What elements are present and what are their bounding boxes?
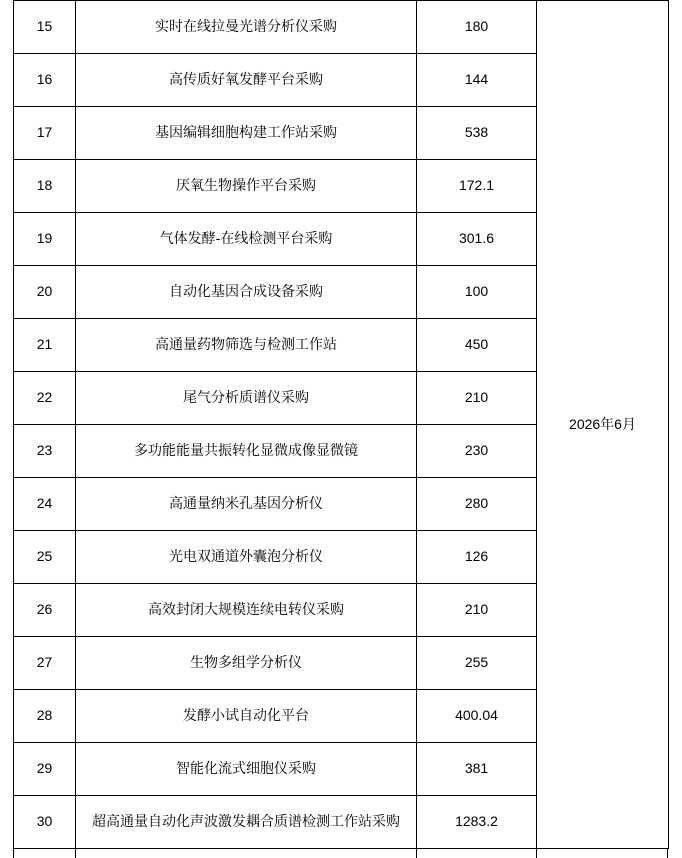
row-index: 23 [14,425,76,478]
row-project-name: 光电双通道外囊泡分析仪 [76,531,417,584]
row-project-name: 气体发酵-在线检测平台采购 [76,213,417,266]
row-amount: 280 [417,478,537,531]
row-amount: 144 [417,54,537,107]
table-row-partial [13,849,668,858]
row-amount: 172.1 [417,160,537,213]
row-amount: 180 [417,1,537,54]
row-index: 27 [14,637,76,690]
row-amount: 100 [417,266,537,319]
row-amount: 230 [417,425,537,478]
row-index: 15 [14,1,76,54]
partial-cell-name [76,849,417,858]
row-index: 24 [14,478,76,531]
row-date-merged [537,1,669,849]
row-amount: 1283.2 [417,796,537,849]
row-amount: 381 [417,743,537,796]
row-project-name: 基因编辑细胞构建工作站采购 [76,107,417,160]
row-project-name: 发酵小试自动化平台 [76,690,417,743]
row-index: 19 [14,213,76,266]
date-text: 2026年6月 [569,415,636,432]
procurement-table [13,0,669,849]
row-index: 30 [14,796,76,849]
row-index: 29 [14,743,76,796]
row-amount: 301.6 [417,213,537,266]
partial-cell-amount [417,849,537,858]
row-index: 25 [14,531,76,584]
table-body [14,1,669,849]
partial-cell-date [537,849,667,858]
row-index: 18 [14,160,76,213]
row-project-name: 超高通量自动化声波激发耦合质谱检测工作站采购 [76,796,417,849]
row-project-name: 生物多组学分析仪 [76,637,417,690]
row-project-name: 多功能能量共振转化显微成像显微镜 [76,425,417,478]
row-index: 21 [14,319,76,372]
row-project-name: 高效封闭大规模连续电转仪采购 [76,584,417,637]
row-project-name: 高传质好氧发酵平台采购 [76,54,417,107]
row-amount: 210 [417,584,537,637]
partial-cell-index [14,849,76,858]
row-amount: 255 [417,637,537,690]
row-index: 16 [14,54,76,107]
row-project-name: 尾气分析质谱仪采购 [76,372,417,425]
row-amount: 210 [417,372,537,425]
row-amount: 450 [417,319,537,372]
row-project-name: 高通量纳米孔基因分析仪 [76,478,417,531]
row-index: 28 [14,690,76,743]
table-row [14,1,669,54]
row-amount: 126 [417,531,537,584]
row-index: 22 [14,372,76,425]
row-project-name: 厌氧生物操作平台采购 [76,160,417,213]
row-index: 26 [14,584,76,637]
row-amount: 400.04 [417,690,537,743]
row-project-name: 智能化流式细胞仪采购 [76,743,417,796]
row-index: 20 [14,266,76,319]
row-project-name: 自动化基因合成设备采购 [76,266,417,319]
row-amount: 538 [417,107,537,160]
row-project-name: 高通量药物筛选与检测工作站 [76,319,417,372]
row-project-name: 实时在线拉曼光谱分析仪采购 [76,1,417,54]
row-index: 17 [14,107,76,160]
